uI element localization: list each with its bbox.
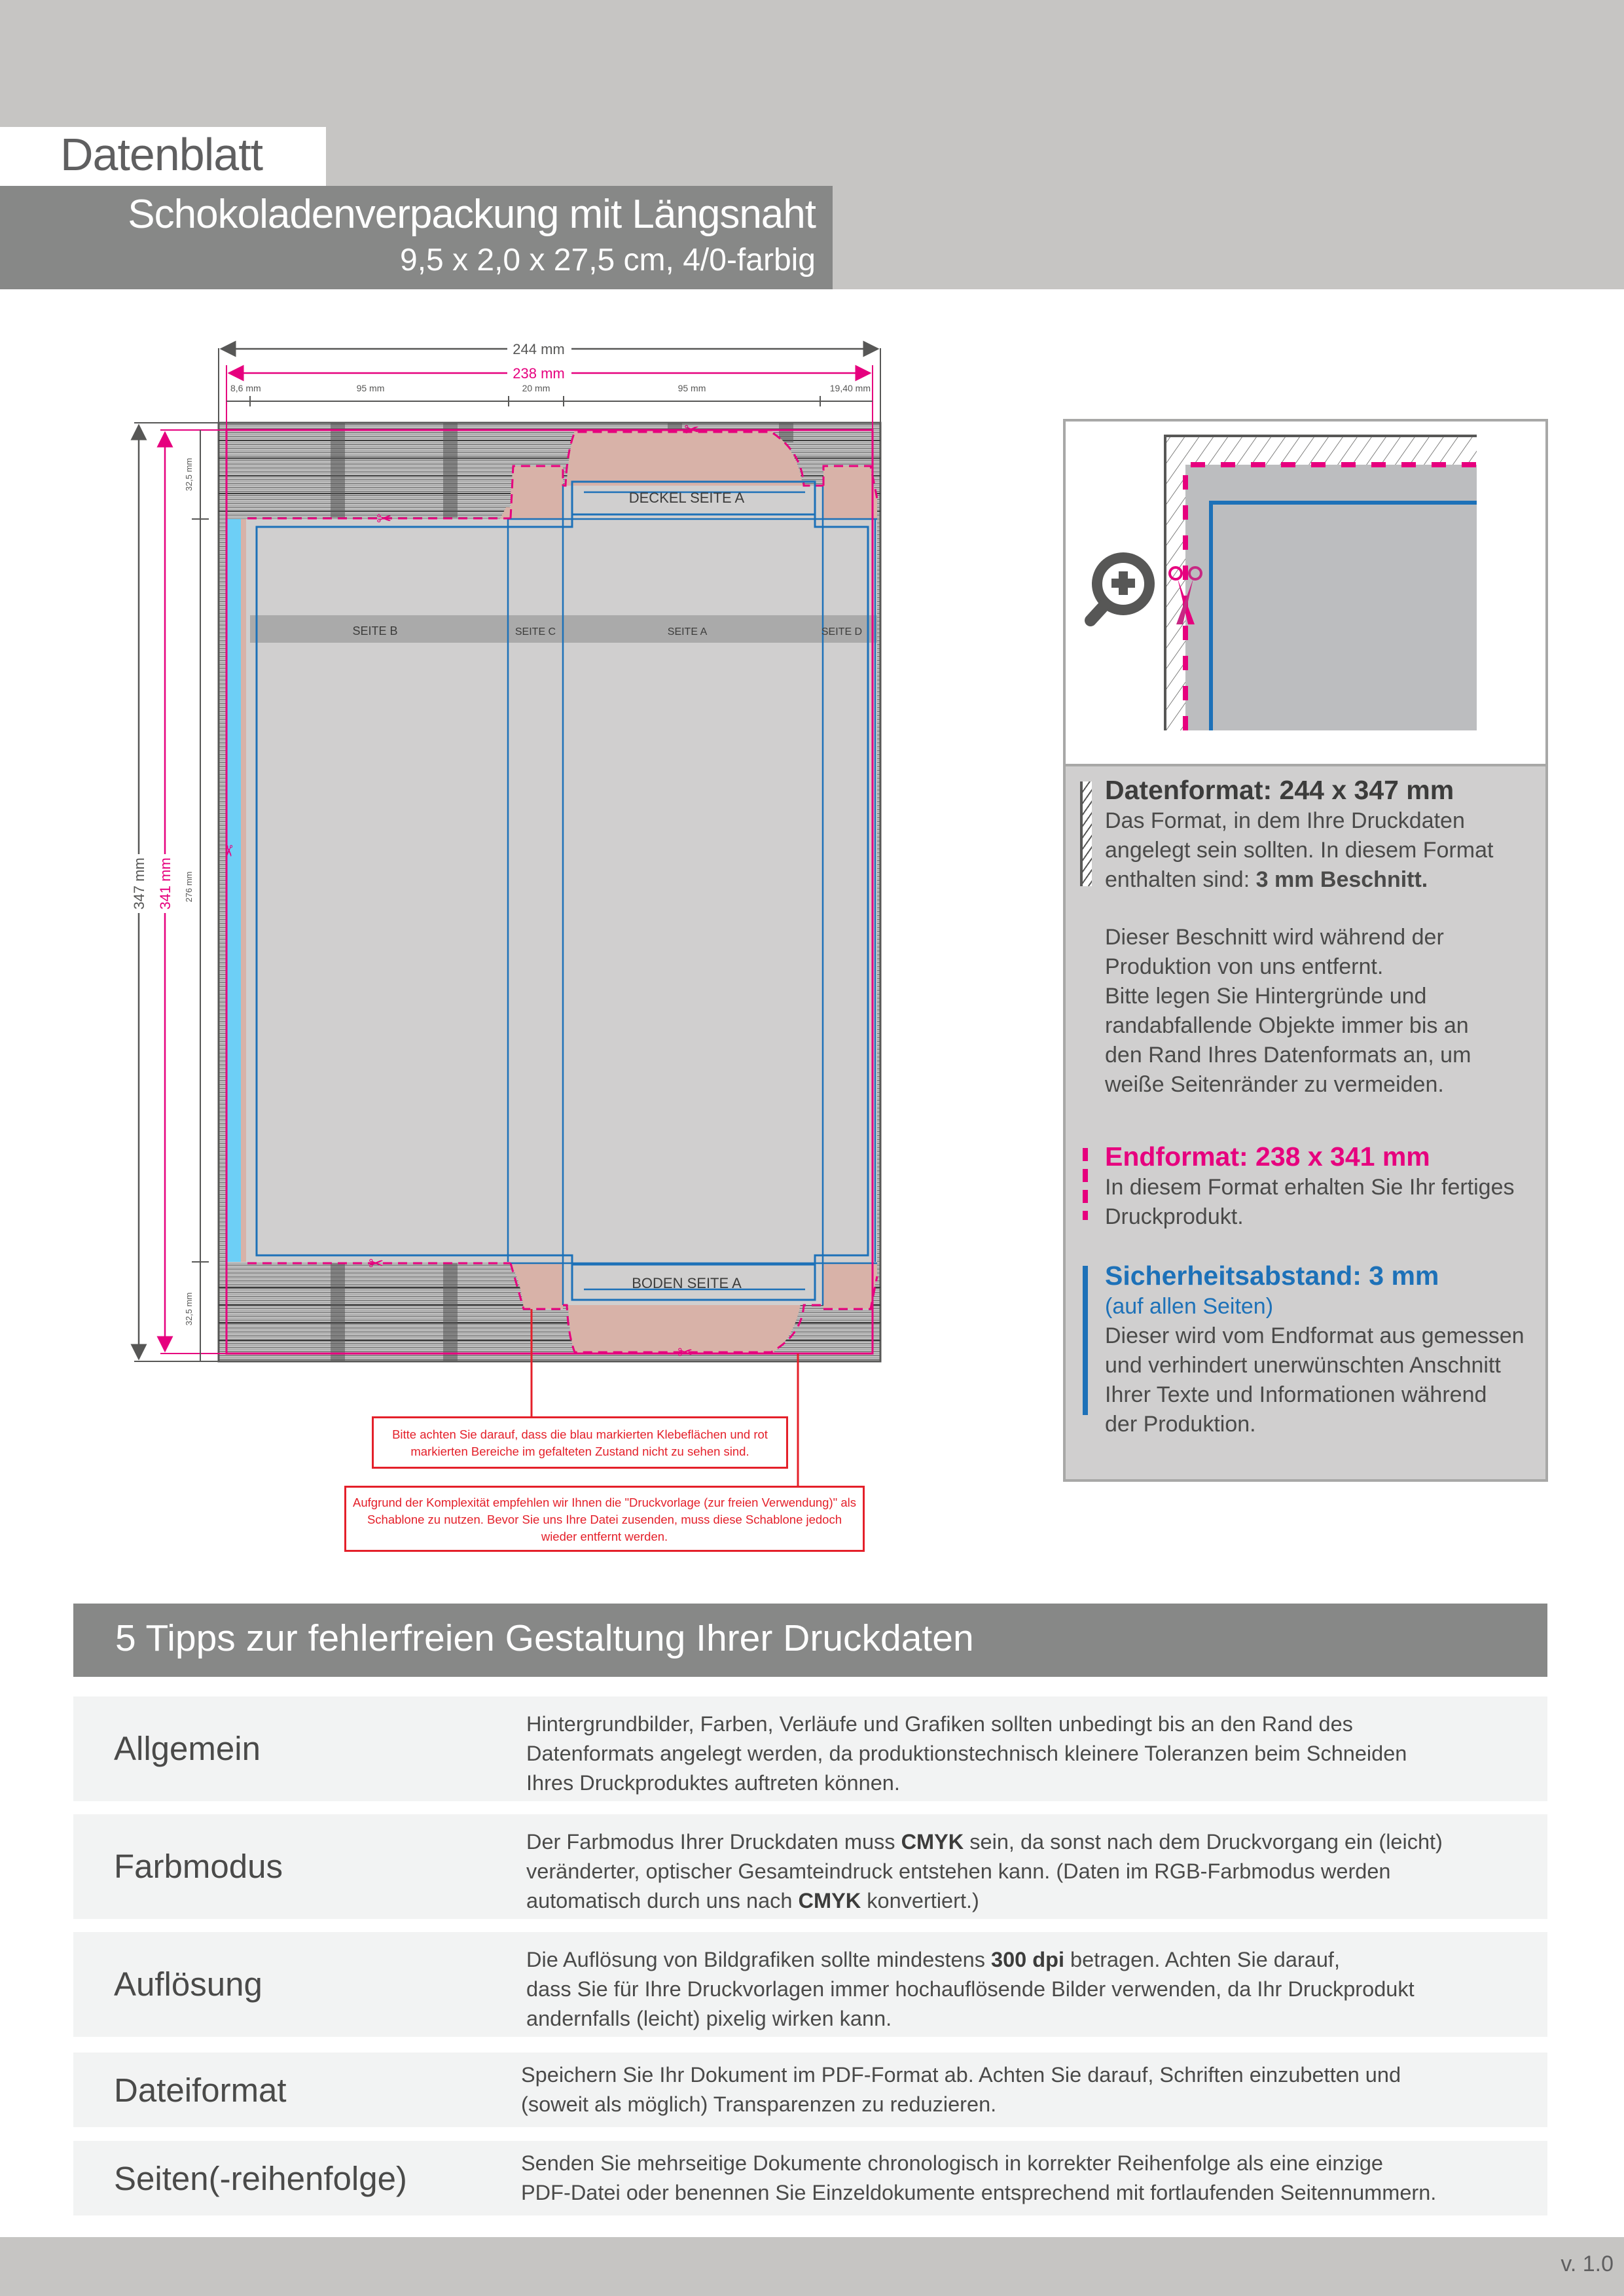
- tip-line: Ihres Druckproduktes auftreten können.: [526, 1771, 900, 1795]
- tip-line: [526, 1886, 1443, 1916]
- tip-line: Senden Sie mehrseitige Dokumente chronologisch in korrekter Reihenfolge als eine einzige: [521, 2151, 1384, 2175]
- label-side-b: SEITE B: [352, 624, 398, 637]
- tip-line: PDF-Datei oder benennen Sie Einzeldokumente entsprechend mit fortlaufenden Seitennummern.: [521, 2181, 1437, 2204]
- datenformat-title: Datenformat: 244 x 347 mm: [1105, 775, 1454, 805]
- tip-row-allgemein: [73, 1696, 1547, 1801]
- seg-5: 19,40 mm: [829, 383, 871, 393]
- hseg-1: 32,5 mm: [184, 457, 194, 492]
- tip-text: [521, 2149, 1436, 2208]
- tip-line: Hintergrundbilder, Farben, Verläufe und Grafiken sollten unbedingt bis an den Rand des: [526, 1712, 1353, 1736]
- glue-strip: [226, 519, 241, 1262]
- datenformat-extra-4: randabfallende Objekte immer bis an: [1105, 1013, 1469, 1038]
- product-name: Schokoladenverpackung mit Längsnaht: [128, 192, 816, 237]
- tip-span: sein, da sonst nach dem Druckvorgang ein (leicht): [964, 1830, 1443, 1854]
- bleed-illustration: [1066, 422, 1545, 761]
- page-title: Datenblatt: [60, 129, 263, 180]
- datenformat-line-3: [1105, 865, 1428, 895]
- endformat-line-2: Druckprodukt.: [1105, 1204, 1244, 1229]
- tip-label: Farbmodus: [114, 1848, 283, 1885]
- bleed-legend-marker: [1080, 781, 1092, 886]
- tip-row-aufloesung: [73, 1932, 1547, 2037]
- note-text-1: Bitte achten Sie darauf, dass die blau markierten Klebeflächen und rot markierten Bereiche im gefalteten Zustand nicht zu sehen sind.: [392, 1427, 768, 1458]
- safety-line-3: Ihrer Texte und Informationen während: [1105, 1382, 1487, 1407]
- tip-line: (soweit als möglich) Transparenzen zu reduzieren.: [521, 2092, 997, 2116]
- datenformat-line-1: Das Format, in dem Ihre Druckdaten: [1105, 808, 1465, 833]
- tip-label: Seiten(-reihenfolge): [114, 2160, 407, 2197]
- datenformat-extra-6: weiße Seitenränder zu vermeiden.: [1105, 1072, 1444, 1097]
- endformat-line-1: In diesem Format erhalten Sie Ihr fertiges: [1105, 1175, 1515, 1200]
- glue-warning-note: [372, 1416, 788, 1469]
- datenformat-extra-3: Bitte legen Sie Hintergründe und: [1105, 984, 1427, 1009]
- tip-line: dass Sie für Ihre Druckvorlagen immer hochauflösende Bilder verwenden, da Ihr Druckprodukt: [526, 1977, 1415, 2001]
- tip-text: [526, 1945, 1415, 2034]
- tip-line: Speichern Sie Ihr Dokument im PDF-Format ab. Achten Sie darauf, Schriften einzubetten und: [521, 2063, 1401, 2087]
- scissors-icon: ✂: [677, 1342, 693, 1363]
- tip-line: Datenformats angelegt werden, da produktionstechnisch kleinere Toleranzen beim Schneiden: [526, 1742, 1407, 1765]
- side-flap-right-top: [823, 466, 877, 518]
- tip-text: [526, 1827, 1443, 1916]
- side-flap-right-bottom: [823, 1263, 877, 1309]
- tip-line: [526, 1827, 1443, 1857]
- safety-line-4: der Produktion.: [1105, 1412, 1256, 1437]
- tip-row-dateiformat: [73, 2053, 1547, 2127]
- label-side-c: SEITE C: [514, 626, 556, 637]
- legend-panel: [1063, 419, 1548, 1482]
- safety-line-1: Dieser wird vom Endformat aus gemessen: [1105, 1323, 1525, 1348]
- tip-span: automatisch durch uns nach: [526, 1889, 799, 1912]
- template-note: [344, 1486, 865, 1552]
- zoom-illustration: [1066, 422, 1545, 766]
- footer-band: [0, 2237, 1624, 2296]
- scissors-icon: ✂: [684, 420, 700, 440]
- tip-label: Allgemein: [114, 1730, 261, 1767]
- tip-line: veränderter, optischer Gesamteindruck entstehen kann. (Daten im RGB-Farbmodus werden: [526, 1859, 1391, 1883]
- tip-text: [521, 2060, 1401, 2119]
- safety-line-2: und verhindert unerwünschten Anschnitt: [1105, 1353, 1501, 1378]
- dieline-diagram: [0, 314, 916, 1571]
- product-specs: 9,5 x 2,0 x 27,5 cm, 4/0-farbig: [400, 243, 816, 278]
- scissors-icon: ✂: [219, 844, 237, 858]
- tip-bold: 300 dpi: [991, 1948, 1064, 1971]
- tips-title: 5 Tipps zur fehlerfreien Gestaltung Ihrer Druckdaten: [115, 1617, 974, 1659]
- scissors-icon: ✂: [376, 509, 392, 529]
- tip-span: konvertiert.): [861, 1889, 979, 1912]
- note-text-2: Aufgrund der Komplexität empfehlen wir Ihnen die "Druckvorlage (zur freien Verwendung)" als Schablone zu nutzen. Bevor Sie uns Ihre Datei zusenden, muss diese Schablone jedoch wieder entfernt werden.: [353, 1496, 856, 1543]
- datenformat-line-2: angelegt sein sollten. In diesem Format: [1105, 838, 1494, 863]
- dim-347: 347 mm: [131, 857, 147, 910]
- hseg-2: 276 mm: [184, 871, 194, 903]
- tip-bold: CMYK: [798, 1889, 861, 1912]
- tip-span: Die Auflösung von Bildgrafiken sollte mindestens: [526, 1948, 991, 1971]
- seg-1: 8,6 mm: [230, 383, 261, 393]
- tip-row-farbmodus: [73, 1814, 1547, 1919]
- label-bottom: BODEN SEITE A: [632, 1275, 742, 1291]
- version-label: v. 1.0: [1561, 2251, 1614, 2276]
- glue-edge: [241, 519, 246, 1262]
- label-side-d: SEITE D: [821, 626, 863, 637]
- safety-subtitle: (auf allen Seiten): [1105, 1294, 1274, 1319]
- dim-341: 341 mm: [157, 857, 173, 910]
- tip-span: Der Farbmodus Ihrer Druckdaten muss: [526, 1830, 901, 1854]
- zoom-in-icon: [1091, 558, 1149, 620]
- hseg-3: 32,5 mm: [184, 1292, 194, 1326]
- label-lid: DECKEL SEITE A: [628, 490, 745, 506]
- tip-label: Auflösung: [114, 1965, 262, 2003]
- tip-text: [526, 1710, 1407, 1798]
- seg-3: 20 mm: [522, 383, 550, 393]
- datenformat-bleed-value: 3 mm Beschnitt.: [1255, 867, 1428, 892]
- dim-238: 238 mm: [513, 365, 565, 382]
- trim-legend-marker: [1083, 1148, 1088, 1220]
- datenformat-extra-5: den Rand Ihres Datenformats an, um: [1105, 1043, 1471, 1067]
- datenformat-extra-2: Produktion von uns entfernt.: [1105, 954, 1384, 979]
- safety-title: Sicherheitsabstand: 3 mm: [1105, 1261, 1439, 1291]
- datenformat-extra-1: Dieser Beschnitt wird während der: [1105, 925, 1444, 950]
- seg-4: 95 mm: [677, 383, 706, 393]
- endformat-title: Endformat: 238 x 341 mm: [1105, 1141, 1430, 1172]
- tip-line: andernfalls (leicht) pixelig wirken kann.: [526, 2007, 892, 2030]
- scissors-icon: ✂: [369, 1253, 384, 1274]
- tip-label: Dateiformat: [114, 2072, 287, 2109]
- tip-bold: CMYK: [901, 1830, 964, 1854]
- side-flap-left-top: [511, 466, 563, 518]
- seg-2: 95 mm: [356, 383, 385, 393]
- tip-line: [526, 1945, 1415, 1975]
- dim-244: 244 mm: [513, 341, 565, 357]
- tip-span: betragen. Achten Sie darauf,: [1064, 1948, 1340, 1971]
- tip-row-seiten: [73, 2141, 1547, 2215]
- label-side-a: SEITE A: [667, 626, 708, 637]
- safety-legend-marker: [1083, 1266, 1088, 1415]
- datenformat-line-3-text: enthalten sind:: [1105, 867, 1256, 892]
